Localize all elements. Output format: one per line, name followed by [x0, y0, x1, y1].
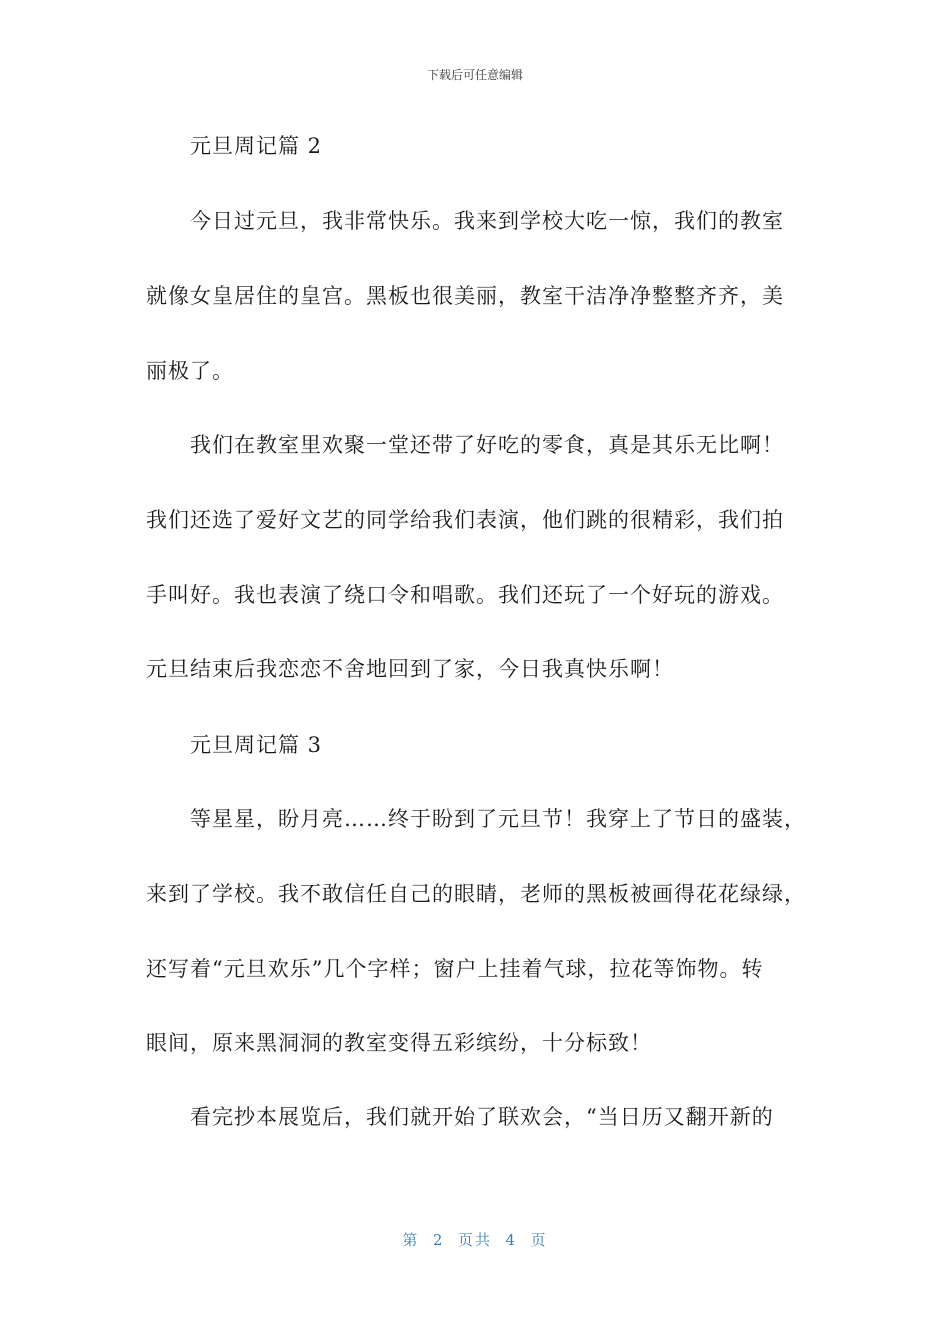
- paragraph-line: 手叫好。我也表演了绕口令和唱歌。我们还玩了一个好玩的游戏。: [146, 583, 784, 607]
- page-footer: 第 2 页共 4 页: [402, 1231, 548, 1249]
- paragraph-line: 就像女皇居住的皇宫。黑板也很美丽，教室干洁净净整整齐齐，美: [146, 284, 784, 308]
- paragraph-line: 元旦结束后我恋恋不舍地回到了家，今日我真快乐啊！: [146, 657, 674, 681]
- paragraph-line: 眼间，原来黑洞洞的教室变得五彩缤纷，十分标致！: [146, 1031, 652, 1055]
- paragraph-line: 来到了学校。我不敢信任自己的眼睛，老师的黑板被画得花花绿绿，: [146, 882, 806, 906]
- section-title: 元旦周记篇 3: [190, 733, 323, 757]
- page-header: 下载后可任意编辑: [426, 68, 523, 82]
- paragraph-line: 看完抄本展览后，我们就开始了联欢会，“当日历又翻开新的: [190, 1105, 774, 1129]
- paragraph-line: 还写着“元旦欢乐”几个字样；窗户上挂着气球，拉花等饰物。转: [146, 957, 764, 981]
- paragraph-line: 等星星，盼月亮……终于盼到了元旦节！我穿上了节日的盛装，: [190, 807, 806, 831]
- paragraph-line: 今日过元旦，我非常快乐。我来到学校大吃一惊，我们的教室: [190, 209, 784, 233]
- paragraph-line: 丽极了。: [146, 359, 234, 383]
- paragraph-line: 我们还选了爱好文艺的同学给我们表演，他们跳的很精彩，我们拍: [146, 508, 784, 532]
- paragraph-line: 我们在教室里欢聚一堂还带了好吃的零食，真是其乐无比啊！: [190, 433, 784, 457]
- section-title: 元旦周记篇 2: [190, 134, 323, 158]
